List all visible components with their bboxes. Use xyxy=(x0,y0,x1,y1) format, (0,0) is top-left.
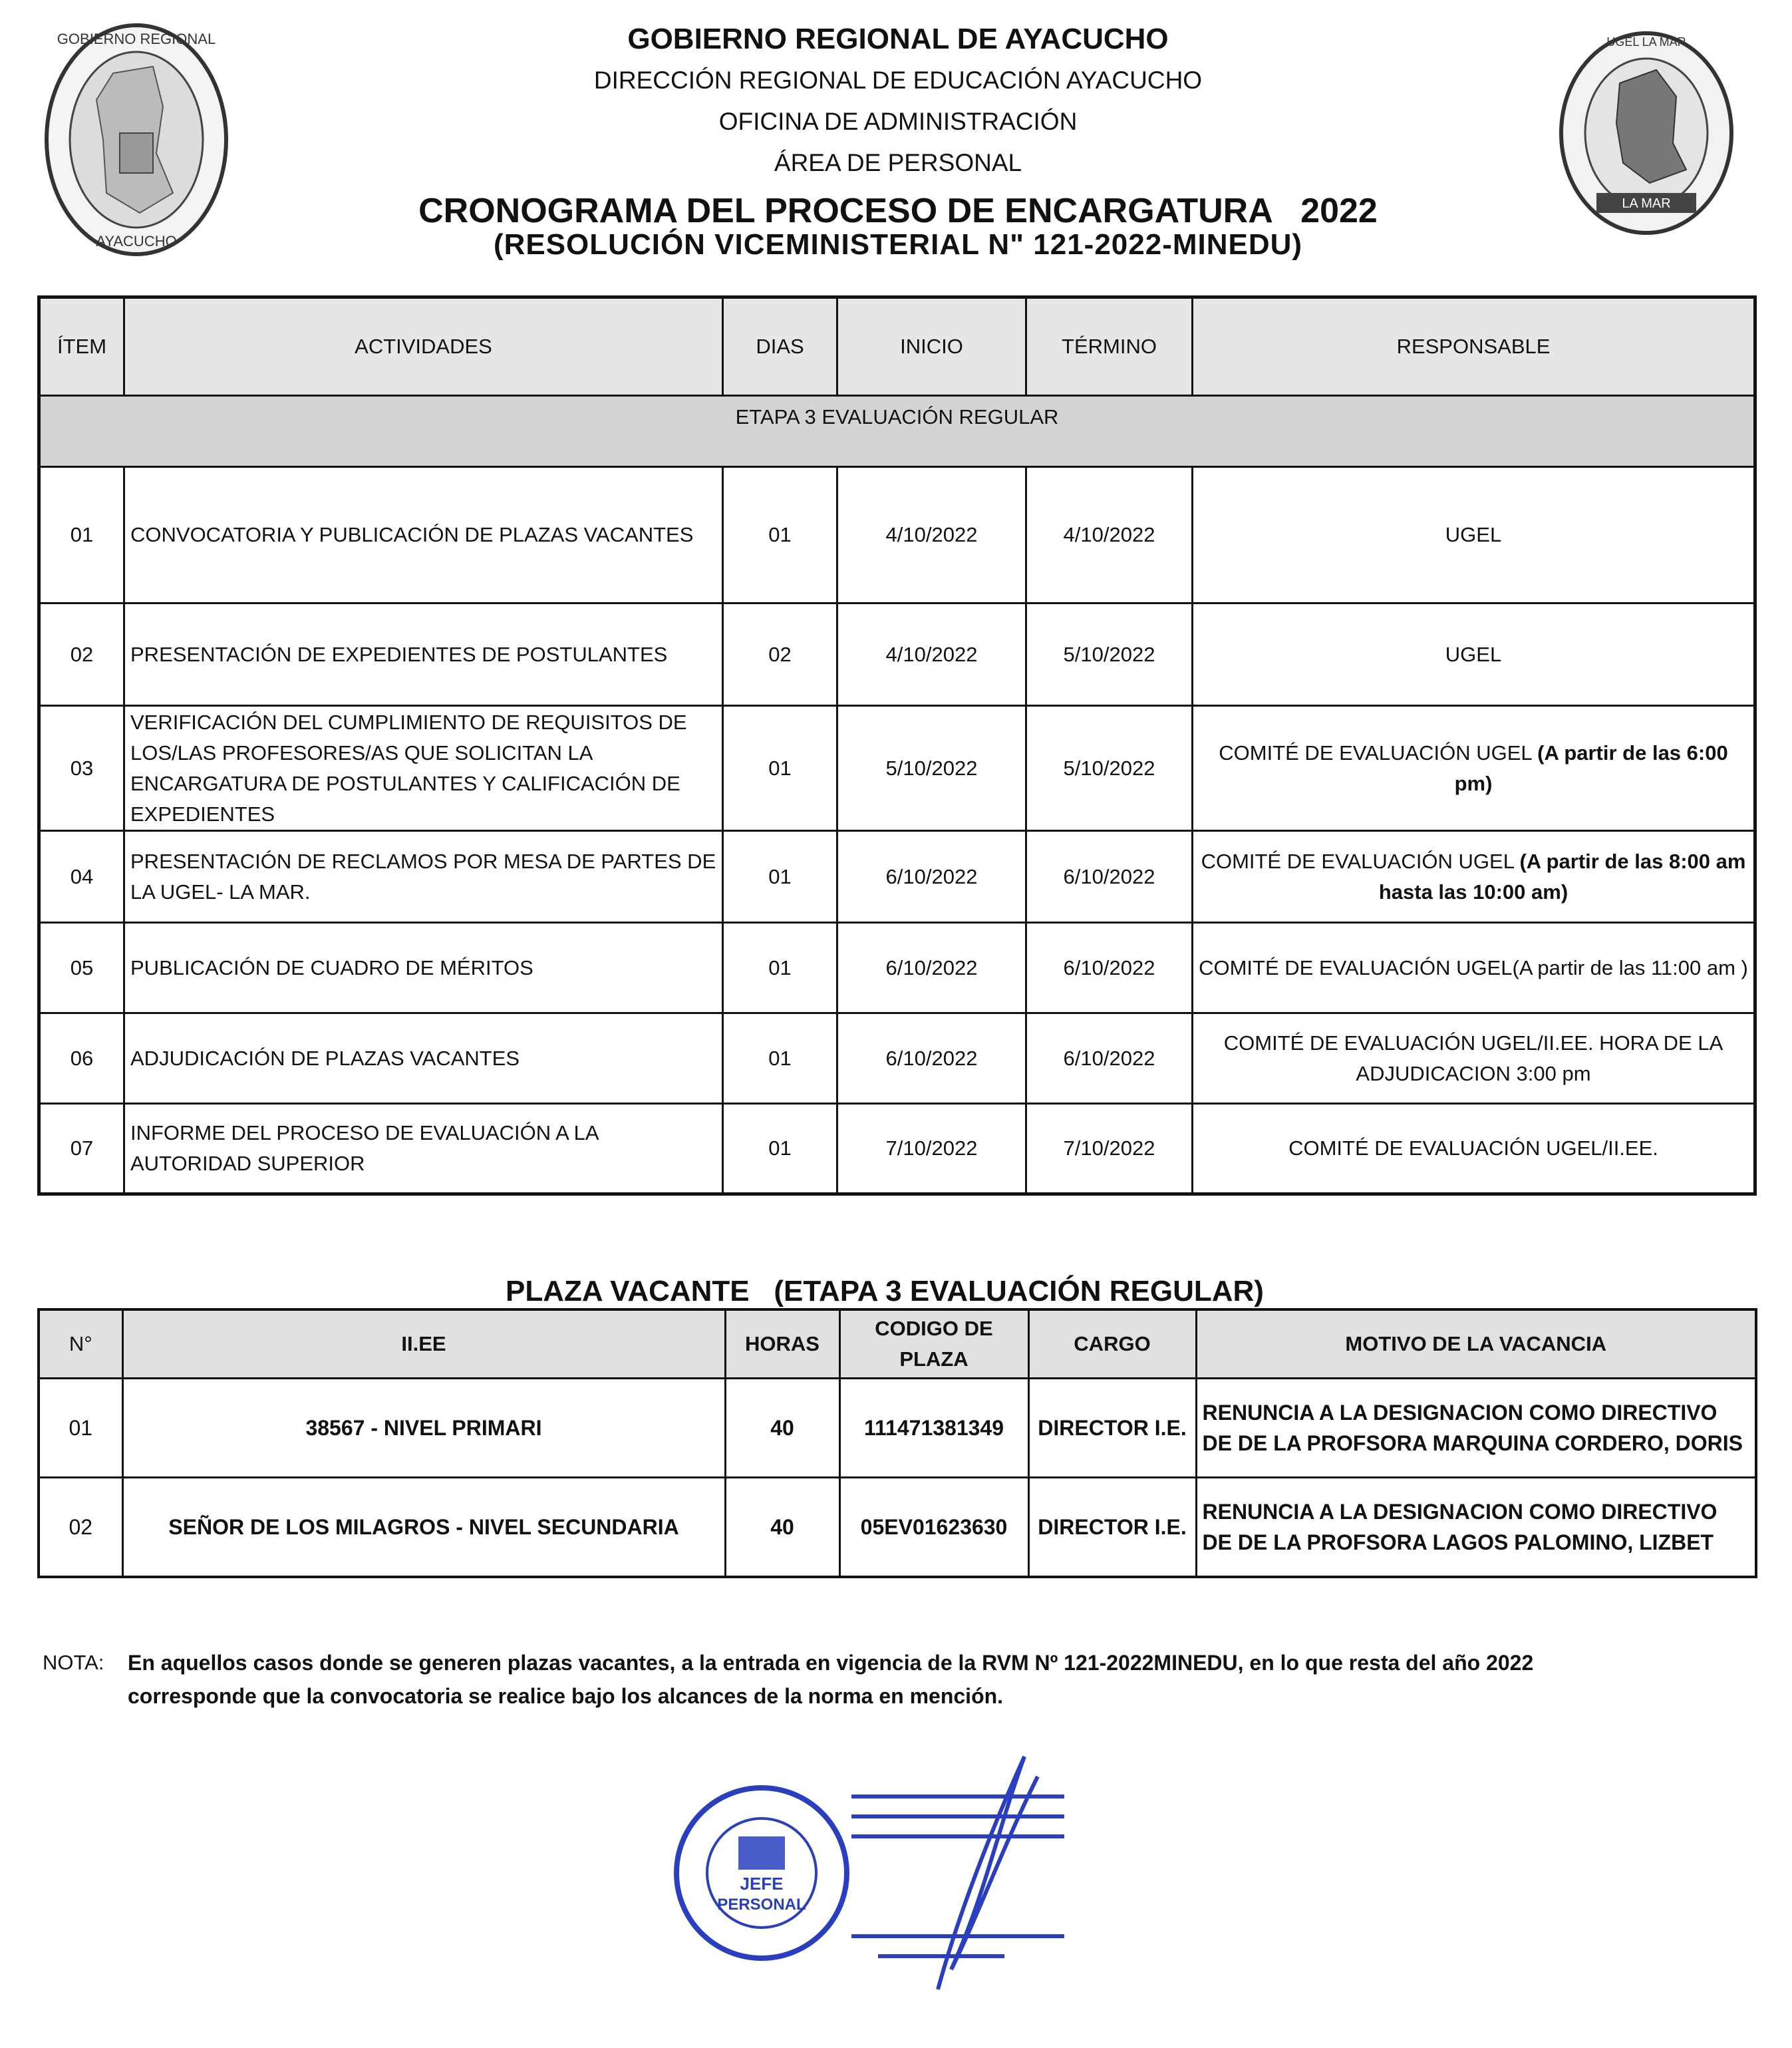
header-codigo: CODIGO DE PLAZA xyxy=(839,1309,1028,1379)
signature-block xyxy=(838,1750,1118,2003)
table-row xyxy=(39,923,1755,1013)
row-dias: 01 xyxy=(723,467,837,603)
header-iiee: II.EE xyxy=(122,1309,725,1379)
vacancies-title: PLAZA VACANTE (ETAPA 3 EVALUACIÓN REGULAR) xyxy=(506,1275,1264,1307)
row-inicio: 6/10/2022 xyxy=(837,831,1026,923)
row-cargo: DIRECTOR I.E. xyxy=(1028,1379,1196,1478)
row-dias: 01 xyxy=(723,831,837,923)
jefe-personal-seal xyxy=(672,1783,851,1963)
responsable-text: COMITÉ DE EVALUACIÓN UGEL/II.EE. xyxy=(1288,1136,1658,1160)
oficina-title: OFICINA DE ADMINISTRACIÓN xyxy=(718,108,1078,135)
vacancies-table xyxy=(37,1308,1757,1578)
row-actividad: PRESENTACIÓN DE EXPEDIENTES DE POSTULANTES xyxy=(124,603,723,706)
row-inicio: 6/10/2022 xyxy=(837,923,1026,1013)
schedule-table xyxy=(37,295,1757,1196)
row-item: 07 xyxy=(39,1104,124,1194)
area-title: ÁREA DE PERSONAL xyxy=(774,149,1022,176)
direccion-title: DIRECCIÓN REGIONAL DE EDUCACIÓN AYACUCHO xyxy=(593,67,1203,94)
header-horas: HORAS xyxy=(725,1309,839,1379)
row-inicio: 6/10/2022 xyxy=(837,1013,1026,1104)
row-cargo: DIRECTOR I.E. xyxy=(1028,1478,1196,1578)
row-item: 05 xyxy=(39,923,124,1013)
document-header xyxy=(333,19,1463,261)
header-n: N° xyxy=(39,1309,122,1379)
row-motivo: RENUNCIA A LA DESIGNACION COMO DIRECTIVO DE DE LA PROFSORA LAGOS PALOMINO, LIZBET xyxy=(1196,1478,1756,1578)
row-inicio: 5/10/2022 xyxy=(837,706,1026,831)
table-row xyxy=(39,1013,1755,1104)
table-row xyxy=(39,603,1755,706)
row-actividad: CONVOCATORIA Y PUBLICACIÓN DE PLAZAS VACANTES xyxy=(124,467,723,603)
responsable-text: COMITÉ DE EVALUACIÓN UGEL xyxy=(1201,849,1520,873)
row-iiee: SEÑOR DE LOS MILAGROS - NIVEL SECUNDARIA xyxy=(122,1478,725,1578)
row-actividad: INFORME DEL PROCESO DE EVALUACIÓN A LA AUTORIDAD SUPERIOR xyxy=(124,1104,723,1194)
row-actividad: VERIFICACIÓN DEL CUMPLIMIENTO DE REQUISITOS DE LOS/LAS PROFESORES/AS QUE SOLICITAN LA ENCARGATURA DE POSTULANTES Y CALIFICACIÓN DE EXPEDIENTES xyxy=(124,706,723,831)
row-item: 04 xyxy=(39,831,124,923)
schedule-header-row xyxy=(39,297,1755,396)
nota-text: En aquellos casos donde se generen plazas vacantes, a la entrada en vigencia de la RVM Nº 121-2022MINEDU, en lo que resta del año 2022 corresponde que la convocatoria se realice bajo los alcances de la norma en mención. xyxy=(128,1651,1534,1708)
header-responsable: RESPONSABLE xyxy=(1193,297,1755,396)
nota-label: NOTA: xyxy=(43,1651,104,1674)
row-dias: 01 xyxy=(723,706,837,831)
row-actividad: ADJUDICACIÓN DE PLAZAS VACANTES xyxy=(124,1013,723,1104)
row-iiee: 38567 - NIVEL PRIMARI xyxy=(122,1379,725,1478)
row-termino: 5/10/2022 xyxy=(1026,706,1193,831)
row-item: 02 xyxy=(39,603,124,706)
row-termino: 4/10/2022 xyxy=(1026,467,1193,603)
row-responsable xyxy=(1193,603,1755,706)
row-dias: 01 xyxy=(723,1104,837,1194)
row-dias: 01 xyxy=(723,1013,837,1104)
row-inicio: 4/10/2022 xyxy=(837,467,1026,603)
responsable-text: COMITÉ DE EVALUACIÓN UGEL(A partir de las 11:00 am ) xyxy=(1199,955,1748,979)
row-n: 02 xyxy=(39,1478,122,1578)
row-responsable xyxy=(1193,831,1755,923)
responsable-text: UGEL xyxy=(1445,523,1502,546)
table-row xyxy=(39,1104,1755,1194)
responsable-extra: (A partir de las 6:00 pm) xyxy=(1454,741,1728,795)
svg-text:LA MAR: LA MAR xyxy=(1622,196,1671,211)
row-dias: 02 xyxy=(723,603,837,706)
row-motivo: RENUNCIA A LA DESIGNACION COMO DIRECTIVO DE DE LA PROFSORA MARQUINA CORDERO, DORIS xyxy=(1196,1379,1756,1478)
document-subtitle: (RESOLUCIÓN VICEMINISTERIAL N" 121-2022-MINEDU) xyxy=(493,228,1303,261)
svg-text:GOBIERNO REGIONAL: GOBIERNO REGIONAL xyxy=(57,31,216,47)
row-codigo: 111471381349 xyxy=(839,1379,1028,1478)
row-item: 06 xyxy=(39,1013,124,1104)
row-item: 03 xyxy=(39,706,124,831)
row-termino: 6/10/2022 xyxy=(1026,1013,1193,1104)
header-inicio: INICIO xyxy=(837,297,1026,396)
row-termino: 7/10/2022 xyxy=(1026,1104,1193,1194)
vacancies-header-row xyxy=(39,1309,1756,1379)
row-actividad: PUBLICACIÓN DE CUADRO DE MÉRITOS xyxy=(124,923,723,1013)
table-row xyxy=(39,1478,1756,1578)
row-termino: 6/10/2022 xyxy=(1026,831,1193,923)
row-responsable xyxy=(1193,1013,1755,1104)
row-codigo: 05EV01623630 xyxy=(839,1478,1028,1578)
responsable-text: COMITÉ DE EVALUACIÓN UGEL/II.EE. HORA DE LA ADJUDICACION 3:00 pm xyxy=(1223,1031,1723,1085)
responsable-text: COMITÉ DE EVALUACIÓN UGEL xyxy=(1219,741,1538,765)
row-inicio: 7/10/2022 xyxy=(837,1104,1026,1194)
svg-text:PERSONAL: PERSONAL xyxy=(717,1896,806,1914)
table-row xyxy=(39,831,1755,923)
responsable-extra: (A partir de las 8:00 am hasta las 10:00 am) xyxy=(1378,849,1746,904)
svg-text:JEFE: JEFE xyxy=(740,1874,784,1894)
gobierno-title: GOBIERNO REGIONAL DE AYACUCHO xyxy=(627,23,1169,55)
svg-text:UGEL LA MAR: UGEL LA MAR xyxy=(1606,35,1686,49)
row-n: 01 xyxy=(39,1379,122,1478)
row-responsable xyxy=(1193,467,1755,603)
svg-text:AYACUCHO: AYACUCHO xyxy=(96,233,177,250)
table-row xyxy=(39,706,1755,831)
header-motivo: MOTIVO DE LA VACANCIA xyxy=(1196,1309,1756,1379)
row-item: 01 xyxy=(39,467,124,603)
row-actividad: PRESENTACIÓN DE RECLAMOS POR MESA DE PARTES DE LA UGEL- LA MAR. xyxy=(124,831,723,923)
row-dias: 01 xyxy=(723,923,837,1013)
row-termino: 5/10/2022 xyxy=(1026,603,1193,706)
header-dias: DIAS xyxy=(723,297,837,396)
header-actividades: ACTIVIDADES xyxy=(124,297,723,396)
ugel-la-mar-logo xyxy=(1557,23,1736,250)
row-horas: 40 xyxy=(725,1478,839,1578)
table-row xyxy=(39,467,1755,603)
header-item: ÍTEM xyxy=(39,297,124,396)
header-cargo: CARGO xyxy=(1028,1309,1196,1379)
row-termino: 6/10/2022 xyxy=(1026,923,1193,1013)
row-responsable xyxy=(1193,1104,1755,1194)
row-responsable xyxy=(1193,706,1755,831)
table-row xyxy=(39,1379,1756,1478)
row-responsable xyxy=(1193,923,1755,1013)
row-horas: 40 xyxy=(725,1379,839,1478)
stage-label: ETAPA 3 EVALUACIÓN REGULAR xyxy=(39,396,1755,467)
row-inicio: 4/10/2022 xyxy=(837,603,1026,706)
header-termino: TÉRMINO xyxy=(1026,297,1193,396)
stage-row xyxy=(39,396,1755,467)
responsable-text: UGEL xyxy=(1445,642,1502,666)
gobierno-regional-logo xyxy=(40,20,233,259)
document-title: CRONOGRAMA DEL PROCESO DE ENCARGATURA 2022 xyxy=(418,192,1378,230)
